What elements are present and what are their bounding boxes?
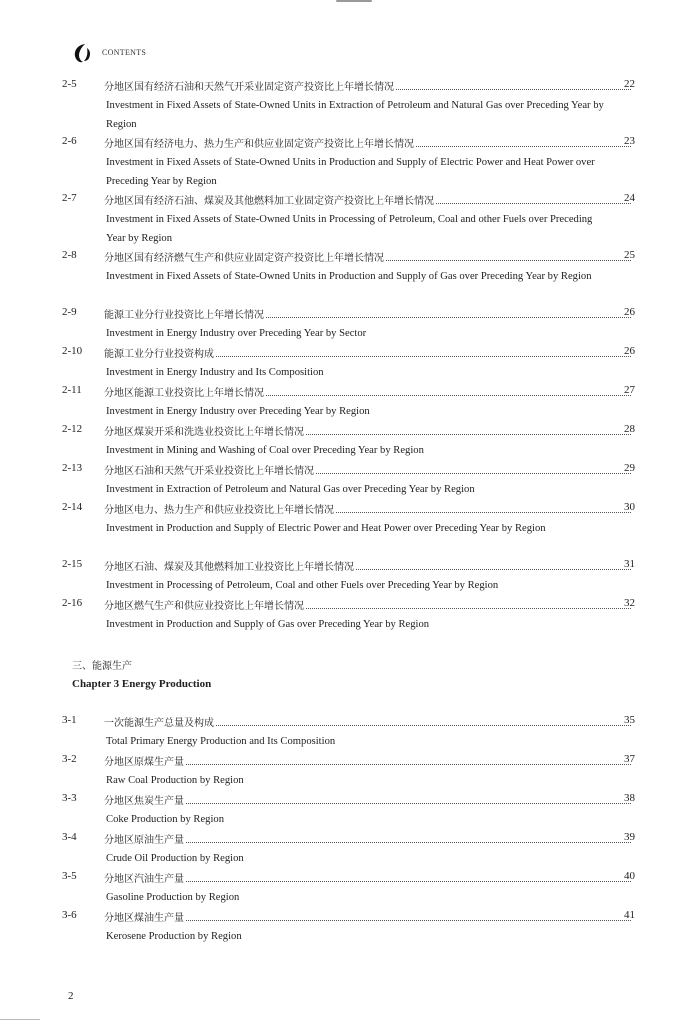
entry-title-zh: 一次能源生产总量及构成 [104,718,214,729]
dot-leader [416,138,631,147]
entry-title-zh: 分地区石油和天然气开采业投资比上年增长情况 [104,466,314,477]
entry-title-zh-row [104,462,633,477]
scan-artifact [0,1019,40,1020]
dot-leader [336,504,631,513]
entry-number: 2-10 [62,345,83,357]
dot-leader [186,756,631,765]
entry-title-zh-row [104,870,633,885]
entry-page-number: 38 [624,792,635,804]
entry-number: 2-14 [62,501,83,513]
entry-title-zh-row [104,78,633,93]
dot-leader [396,81,631,90]
entry-number: 2-15 [62,558,83,570]
entry-title-en: Investment in Production and Supply of Electric Power and Heat Power over Preceding Year by Region [106,523,546,534]
entry-title-en: Total Primary Energy Production and Its Composition [106,736,336,747]
dot-leader [266,309,631,318]
entry-title-en: Crude Oil Production by Region [106,853,244,864]
entry-title-zh: 分地区原油生产量 [104,835,184,846]
entry-title-zh-row [104,753,633,768]
entry-title-en: Investment in Production and Supply of Gas over Preceding Year by Region [106,619,430,630]
entry-title-en: Investment in Energy Industry over Preceding Year by Sector [106,328,367,339]
entry-number: 2-9 [62,306,77,318]
entry-title-en: Investment in Energy Industry and Its Composition [106,367,324,378]
logo-icon [72,42,94,64]
entry-title-zh-row [104,384,633,399]
entry-title-zh-row [104,714,633,729]
entry-title-zh: 分地区国有经济燃气生产和供应业固定资产投资比上年增长情况 [104,253,384,264]
entry-title-en: Investment in Fixed Assets of State-Owned Units in Extraction of Petroleum and Natural Gas over Preceding Year by Region [106,100,604,130]
entry-number: 2-5 [62,78,77,90]
chapter-heading-zh: 三、能源生产 [72,661,132,672]
entry-title-zh: 分地区汽油生产量 [104,874,184,885]
dot-leader [216,717,631,726]
entry-title-zh: 分地区焦炭生产量 [104,796,184,807]
entry-title-en: Investment in Fixed Assets of State-Owned Units in Processing of Petroleum, Coal and other Fuels over Preceding Year by Region [106,214,593,244]
entry-page-number: 39 [624,831,635,843]
dot-leader [306,600,631,609]
page-number: 2 [68,990,74,1002]
entry-title-zh-row [104,192,633,207]
entry-title-en: Investment in Fixed Assets of State-Owned Units in Production and Supply of Gas over Preceding Year by Region [106,271,592,282]
entry-number: 3-3 [62,792,77,804]
entry-title-en: Investment in Processing of Petroleum, Coal and other Fuels over Preceding Year by Region [106,580,499,591]
dot-leader [306,426,631,435]
entry-title-zh: 分地区煤油生产量 [104,913,184,924]
entry-page-number: 32 [624,597,635,609]
entry-title-en: Investment in Mining and Washing of Coal over Preceding Year by Region [106,445,424,456]
dot-leader [386,252,631,261]
entry-title-zh-row [104,249,633,264]
dot-leader [186,834,631,843]
entry-page-number: 29 [624,462,635,474]
entry-page-number: 31 [624,558,635,570]
entry-title-zh: 能源工业分行业投资比上年增长情况 [104,310,264,321]
dot-leader [316,465,631,474]
entry-number: 3-1 [62,714,77,726]
entry-page-number: 26 [624,306,635,318]
dot-leader [216,348,631,357]
entry-title-zh-row [104,423,633,438]
entry-title-zh-row [104,558,633,573]
entry-number: 2-11 [62,384,82,396]
entry-title-en: Coke Production by Region [106,814,224,825]
entry-title-en: Investment in Energy Industry over Preceding Year by Region [106,406,370,417]
entry-title-zh-row [104,501,633,516]
entry-title-en: Investment in Fixed Assets of State-Owned Units in Production and Supply of Electric Power and Heat Power over Preceding Year by Region [106,157,595,187]
scan-artifact [336,0,372,2]
entry-page-number: 26 [624,345,635,357]
entry-page-number: 22 [624,78,635,90]
entry-number: 2-8 [62,249,77,261]
entry-title-zh: 分地区国有经济石油、煤炭及其他燃料加工业固定资产投资比上年增长情况 [104,196,434,207]
dot-leader [186,795,631,804]
entry-page-number: 30 [624,501,635,513]
entry-title-en: Raw Coal Production by Region [106,775,244,786]
entry-page-number: 25 [624,249,635,261]
entry-number: 2-13 [62,462,83,474]
entry-number: 2-7 [62,192,77,204]
entry-page-number: 35 [624,714,635,726]
entry-page-number: 23 [624,135,635,147]
dot-leader [356,561,631,570]
dot-leader [266,387,631,396]
entry-title-zh-row [104,909,633,924]
entry-number: 2-12 [62,423,83,435]
contents-label: CONTENTS [102,48,147,57]
entry-title-zh: 能源工业分行业投资构成 [104,349,214,360]
entry-title-zh: 分地区原煤生产量 [104,757,184,768]
entry-title-zh-row [104,345,633,360]
entry-title-en: Investment in Extraction of Petroleum and Natural Gas over Preceding Year by Region [106,484,475,495]
entry-number: 3-2 [62,753,77,765]
entry-number: 2-6 [62,135,77,147]
entry-title-zh: 分地区国有经济石油和天然气开采业固定资产投资比上年增长情况 [104,82,394,93]
entry-title-zh-row [104,792,633,807]
entry-page-number: 40 [624,870,635,882]
chapter-heading-en: Chapter 3 Energy Production [72,678,212,690]
entry-title-zh-row [104,306,633,321]
dot-leader [186,912,631,921]
entry-number: 3-6 [62,909,77,921]
entry-title-zh: 分地区国有经济电力、热力生产和供应业固定资产投资比上年增长情况 [104,139,414,150]
entry-title-zh: 分地区电力、热力生产和供应业投资比上年增长情况 [104,505,334,516]
entry-title-zh: 分地区燃气生产和供应业投资比上年增长情况 [104,601,304,612]
entry-title-zh: 分地区能源工业投资比上年增长情况 [104,388,264,399]
entry-title-zh: 分地区煤炭开采和洗选业投资比上年增长情况 [104,427,304,438]
entry-title-zh: 分地区石油、煤炭及其他燃料加工业投资比上年增长情况 [104,562,354,573]
entry-title-zh-row [104,597,633,612]
dot-leader [186,873,631,882]
entry-title-en: Gasoline Production by Region [106,892,240,903]
entry-title-en: Kerosene Production by Region [106,931,242,942]
dot-leader [436,195,631,204]
entry-page-number: 27 [624,384,635,396]
entry-page-number: 24 [624,192,635,204]
entry-number: 3-5 [62,870,77,882]
entry-page-number: 28 [624,423,635,435]
entry-number: 2-16 [62,597,83,609]
entry-title-zh-row [104,831,633,846]
entry-page-number: 37 [624,753,635,765]
entry-number: 3-4 [62,831,77,843]
entry-title-zh-row [104,135,633,150]
entry-page-number: 41 [624,909,635,921]
